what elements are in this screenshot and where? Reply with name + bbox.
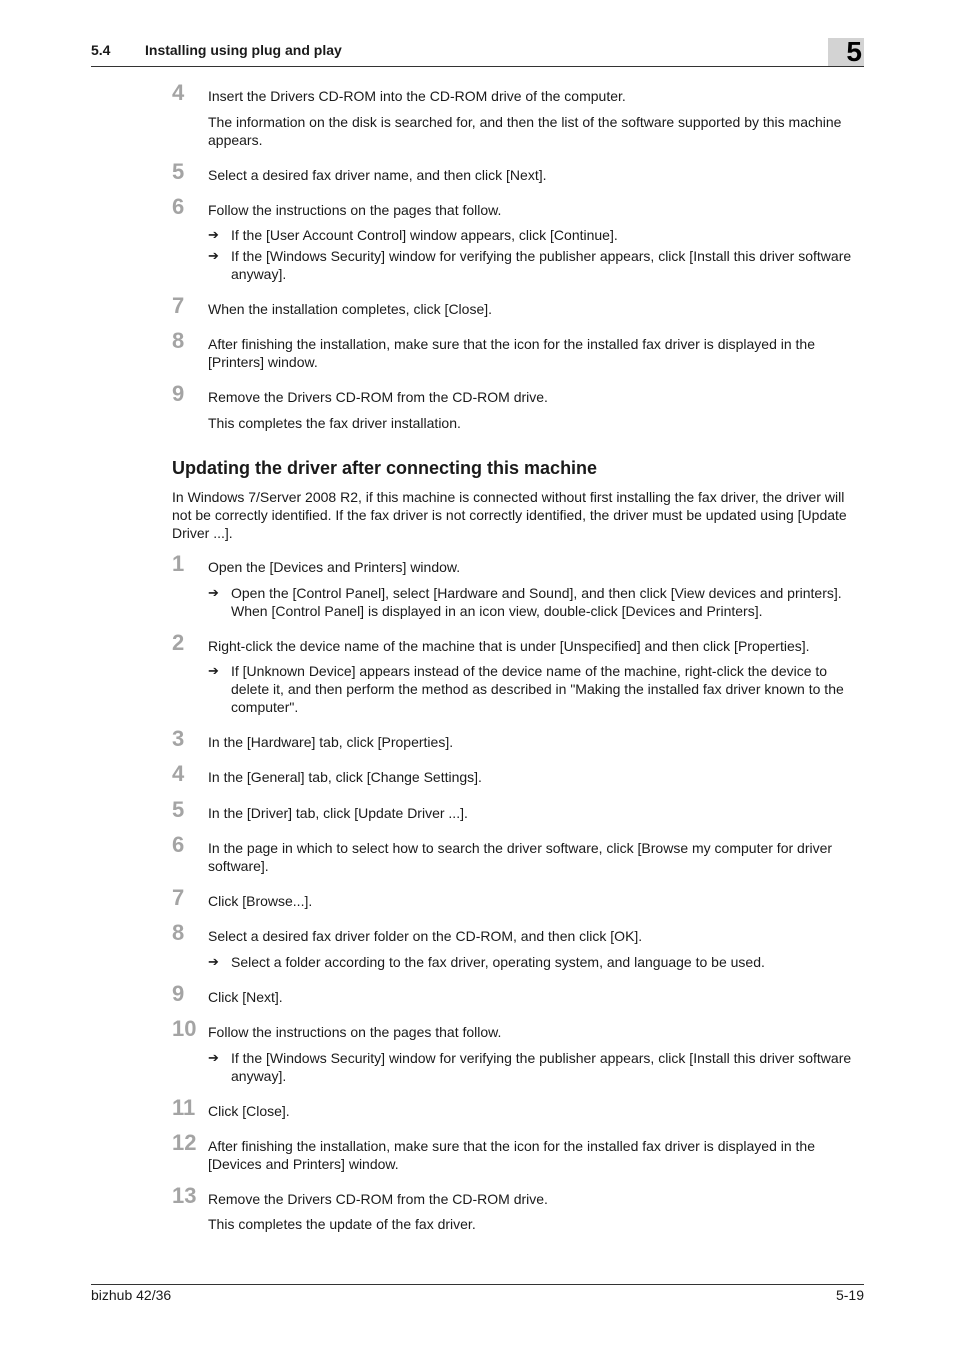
step-text: When the installation completes, click [Close].	[208, 301, 493, 317]
step-number: 6	[172, 832, 185, 857]
chapter-badge	[828, 38, 864, 66]
arrow-icon: ➔	[208, 248, 219, 263]
step-number: 1	[172, 551, 185, 576]
step-text: After finishing the installation, make sure that the icon for the installed fax driver is displayed in the [Printers] window.	[208, 336, 815, 370]
step-number: 9	[172, 981, 185, 1006]
arrow-icon: ➔	[208, 663, 219, 678]
step-number: 13	[172, 1183, 197, 1208]
step-text: In the page in which to select how to search the driver software, click [Browse my computer for driver software].	[208, 840, 833, 874]
step-text: Right-click the device name of the machine that is under [Unspecified] and then click [Properties].	[208, 638, 810, 654]
step-number: 7	[172, 293, 185, 318]
step-text: Open the [Devices and Printers] window.	[208, 559, 461, 575]
step-number: 4	[172, 80, 185, 105]
sub-step-text: If [Unknown Device] appears instead of the device name of the machine, right-click the device to delete it, and then perform the method as described in "Making the installed fax driver known to the computer".	[231, 663, 844, 715]
sub-step-text: If the [Windows Security] window for verifying the publisher appears, click [Install this driver software anyway].	[231, 1050, 852, 1084]
section-heading: Updating the driver after connecting this machine	[172, 458, 598, 478]
step-text: Click [Close].	[208, 1103, 290, 1119]
step-text: In the [General] tab, click [Change Settings].	[208, 769, 482, 785]
section-number: 5.4	[91, 42, 111, 58]
step-text: Select a desired fax driver name, and then click [Next].	[208, 167, 547, 183]
sub-step-text: Open the [Control Panel], select [Hardware and Sound], and then click [View devices and printers]. When [Control Panel] is displayed in an icon view, double-click [Devices and Printers].	[231, 585, 842, 619]
step-note: This completes the update of the fax driver.	[208, 1216, 476, 1232]
step-number: 2	[172, 630, 185, 655]
step-number: 11	[172, 1095, 196, 1120]
step-number: 6	[172, 194, 185, 219]
step-number: 8	[172, 328, 185, 353]
arrow-icon: ➔	[208, 585, 219, 600]
section-title-header: Installing using plug and play	[145, 42, 342, 58]
section-intro: In Windows 7/Server 2008 R2, if this machine is connected without first installing the fax driver, the driver will not be correctly identified. If the fax driver is not correctly identified, the driver must be updated using [Update Driver ...].	[172, 489, 847, 541]
footer-page-number: 5-19	[835, 1287, 864, 1303]
sub-step-text: Select a folder according to the fax driver, operating system, and language to be used.	[231, 954, 765, 970]
footer-product: bizhub 42/36	[91, 1287, 172, 1303]
step-text: Remove the Drivers CD-ROM from the CD-ROM drive.	[208, 389, 548, 405]
step-number: 5	[172, 159, 185, 184]
step-text: Follow the instructions on the pages that follow.	[208, 1024, 502, 1040]
step-text: Remove the Drivers CD-ROM from the CD-ROM drive.	[208, 1191, 548, 1207]
arrow-icon: ➔	[208, 1050, 219, 1065]
footer-rule	[91, 1284, 864, 1285]
page-header	[91, 42, 864, 67]
step-number: 5	[172, 797, 185, 822]
arrow-icon: ➔	[208, 954, 219, 969]
step-note: This completes the fax driver installation.	[208, 415, 461, 431]
step-text: Insert the Drivers CD-ROM into the CD-ROM drive of the computer.	[208, 88, 626, 104]
step-number: 3	[172, 726, 185, 751]
step-number: 9	[172, 381, 185, 406]
step-text: Click [Next].	[208, 989, 283, 1005]
step-text: After finishing the installation, make sure that the icon for the installed fax driver is displayed in the [Devices and Printers] window.	[208, 1138, 815, 1172]
step-number: 12	[172, 1130, 197, 1155]
step-number: 4	[172, 761, 185, 786]
step-note: The information on the disk is searched for, and then the list of the software supported by this machine appears.	[208, 114, 842, 148]
step-text: Click [Browse...].	[208, 893, 313, 909]
step-text: In the [Driver] tab, click [Update Driver ...].	[208, 805, 468, 821]
step-number: 8	[172, 920, 185, 945]
step-text: In the [Hardware] tab, click [Properties].	[208, 734, 454, 750]
step-text: Follow the instructions on the pages that follow.	[208, 202, 502, 218]
step-number: 7	[172, 885, 185, 910]
chapter-number: 5	[846, 36, 862, 67]
sub-step-text: If the [User Account Control] window appears, click [Continue].	[231, 227, 618, 243]
sub-step-text: If the [Windows Security] window for verifying the publisher appears, click [Install this driver software anyway].	[231, 248, 852, 282]
step-number: 10	[172, 1016, 197, 1041]
arrow-icon: ➔	[208, 227, 219, 242]
step-text: Select a desired fax driver folder on the CD-ROM, and then click [OK].	[208, 928, 643, 944]
